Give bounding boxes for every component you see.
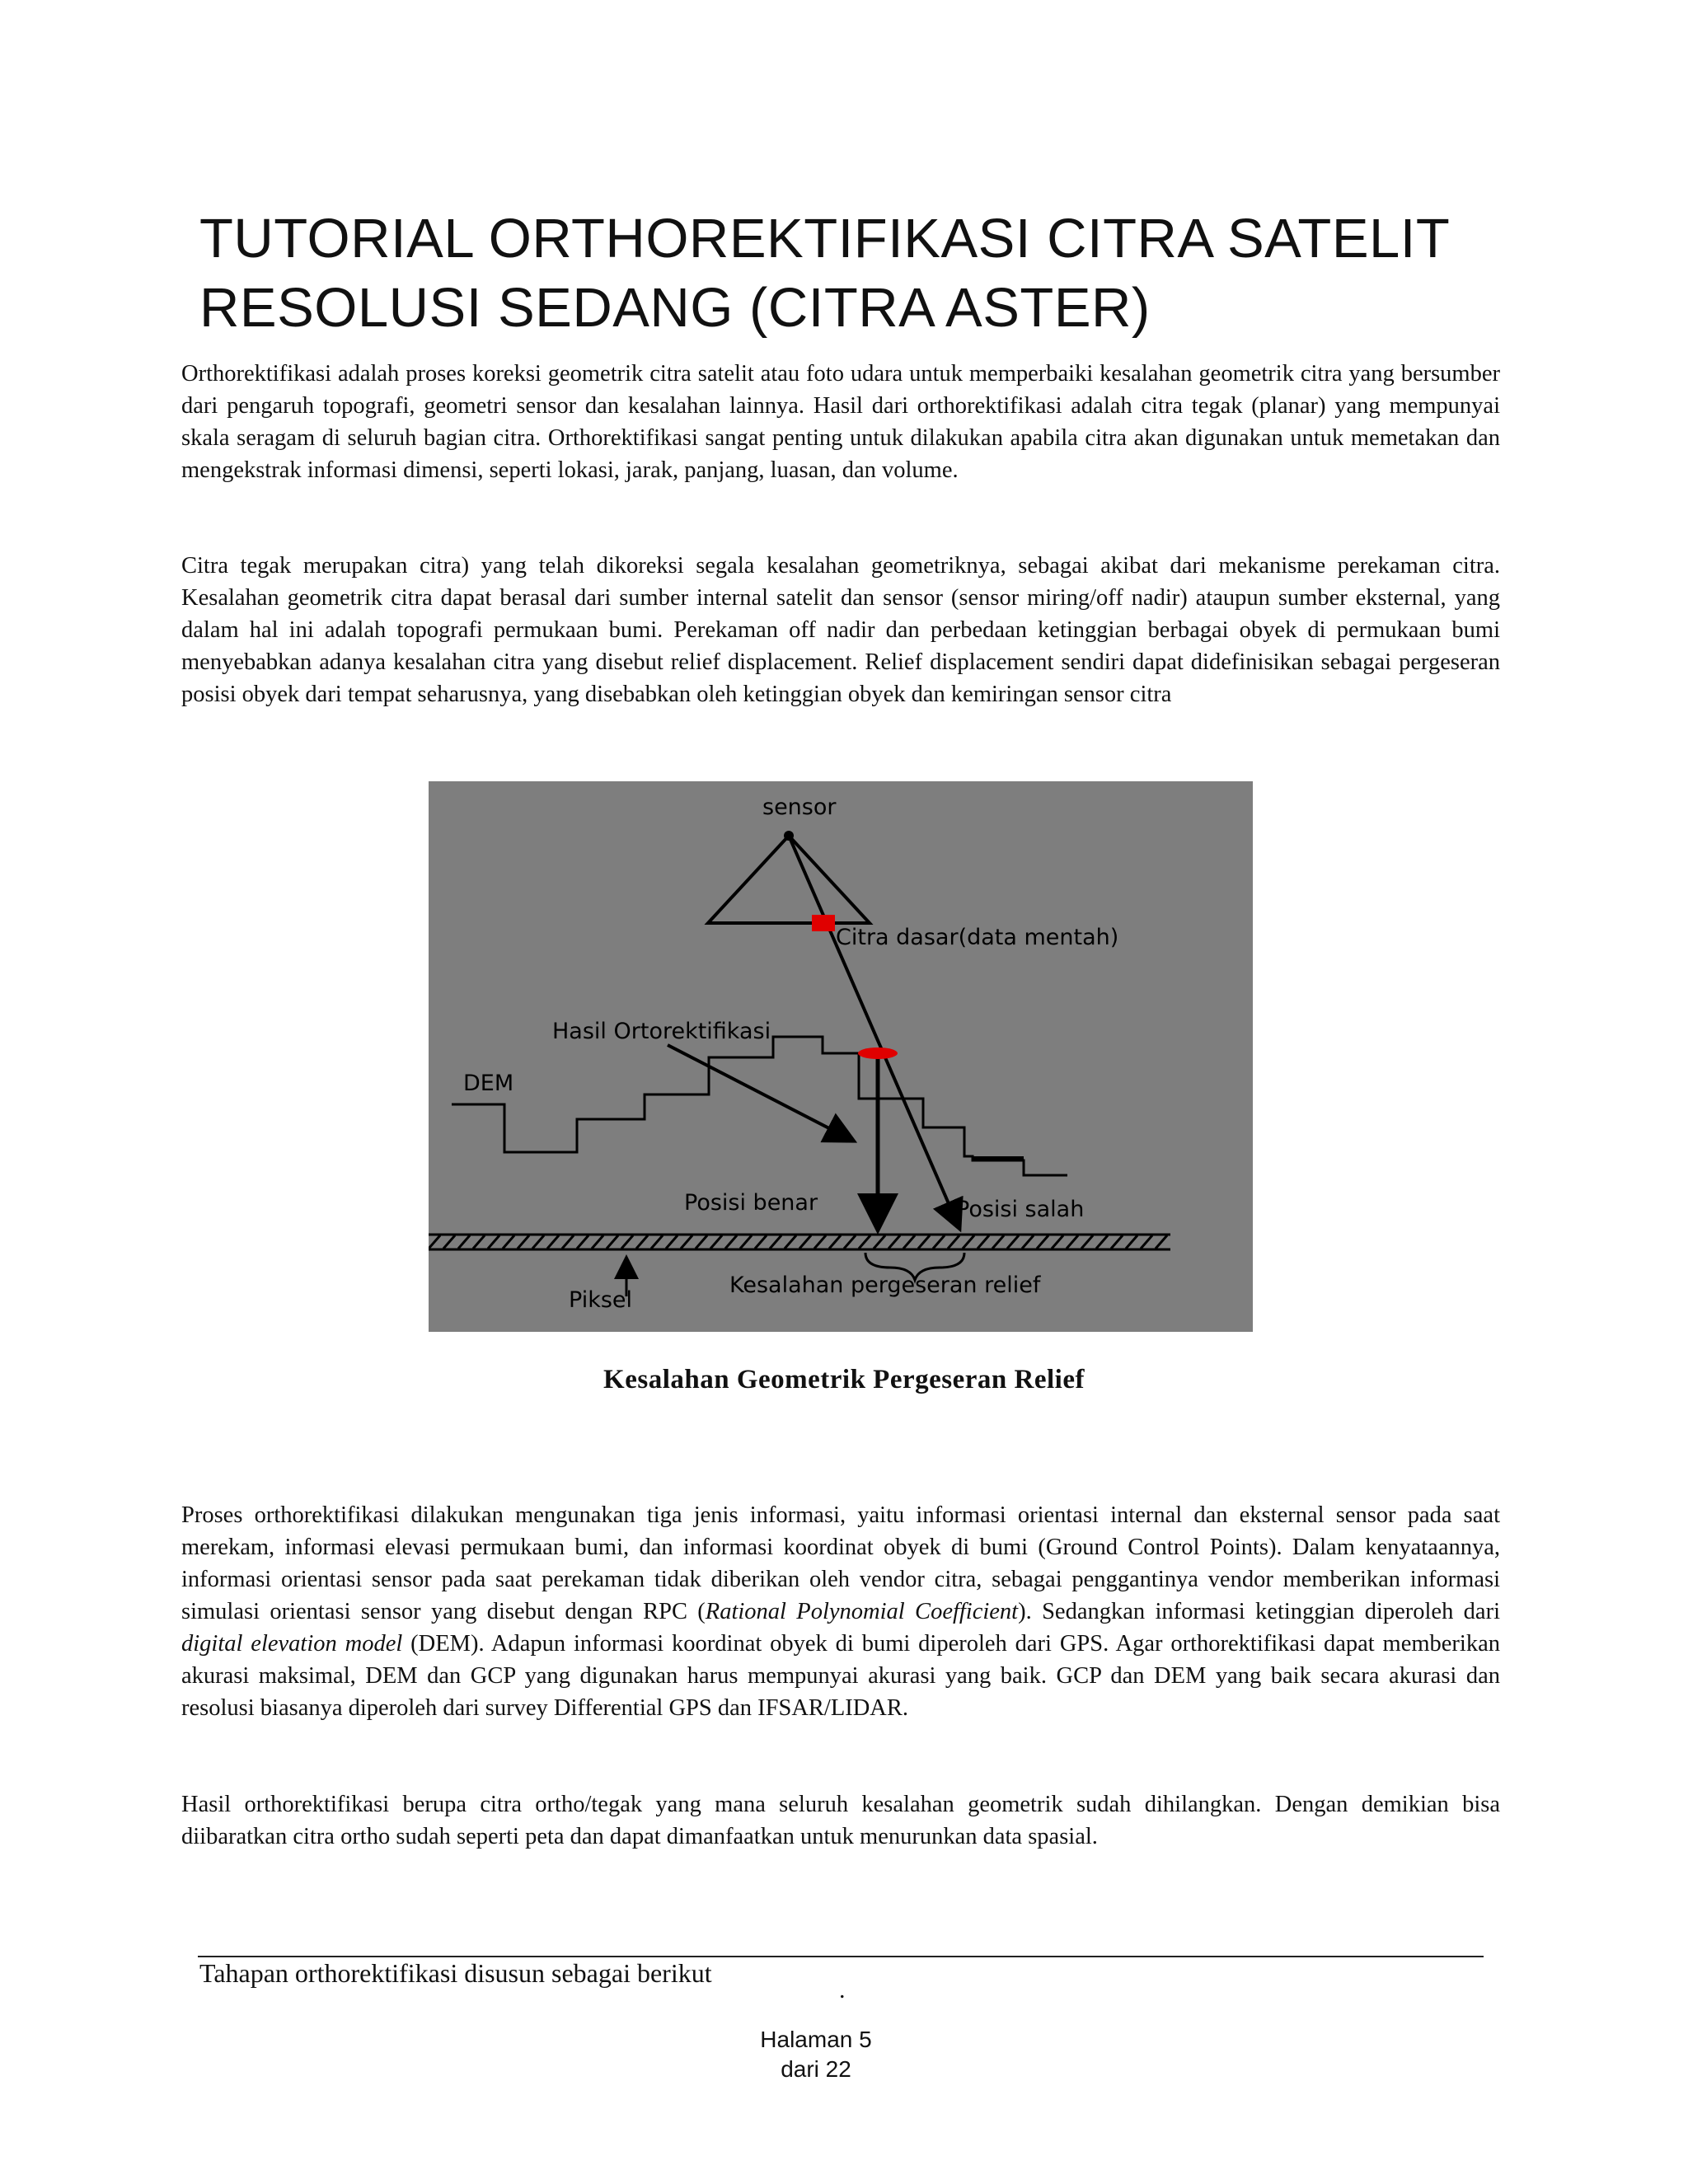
hatch-stroke	[1156, 1235, 1167, 1249]
hasil-paragraph: Hasil orthorektifikasi berupa citra ortho/tegak yang mana seluruh kesalahan geometrik sudah dihilangkan. Dengan demikian bisa diibaratkan citra ortho sudah seperti peta dan dapat dimanfaatkan untuk menurunkan data spasial.	[181, 1792, 1500, 1849]
label-piksel: Piksel	[569, 1287, 633, 1313]
hatch-stroke	[636, 1235, 648, 1249]
title-line-1: TUTORIAL ORTHOREKTIFIKASI CITRA SATELIT	[199, 208, 1451, 269]
label-dem: DEM	[463, 1071, 514, 1096]
sensor-triangle	[708, 836, 870, 923]
hatch-stroke	[1096, 1235, 1108, 1249]
raw-image-pixel-marker	[812, 915, 835, 931]
hatch-stroke	[607, 1235, 618, 1249]
citra-tegak-paragraph: Citra tegak merupakan citra) yang telah dikoreksi segala kesalahan geometriknya, sebagai akibat dari mekanisme perekaman citra. Kesalahan geometrik citra dapat berasal dari sumber internal satelit dan sensor (sensor miring/off nadir) ataupun sumber eksternal, yang dalam hal ini adalah topografi permukaan bumi. Perekaman off nadir dan perbedaan ketinggian berbagai obyek di permukaan bumi menyebabkan adanya kesalahan citra yang disebut relief displacement. Relief displacement sendiri dapat didefinisikan sebagai pergeseran posisi obyek dari tempat seharusnya, yang disebabkan oleh ketinggian obyek dan kemiringan sensor citra	[181, 553, 1500, 707]
sensor-ray	[789, 836, 959, 1226]
dem-term: digital elevation model	[181, 1631, 403, 1657]
dem-profile	[452, 1037, 1067, 1175]
hatch-stroke	[503, 1235, 514, 1249]
hatch-stroke	[443, 1235, 455, 1249]
hatch-stroke	[963, 1235, 974, 1249]
page-total: dari 22	[781, 2056, 851, 2082]
hatch-stroke	[1141, 1235, 1152, 1249]
hatch-stroke	[621, 1235, 633, 1249]
hatch-stroke	[1081, 1235, 1093, 1249]
hatch-stroke	[1111, 1235, 1123, 1249]
label-posisi-salah: Posisi salah	[956, 1197, 1085, 1222]
hatch-stroke	[770, 1235, 781, 1249]
hatch-stroke	[547, 1235, 559, 1249]
ground-hatching	[429, 1235, 1167, 1249]
hatch-stroke	[1007, 1235, 1019, 1249]
hatch-stroke	[889, 1235, 900, 1249]
hatch-stroke	[1037, 1235, 1048, 1249]
hatch-stroke	[814, 1235, 826, 1249]
hatch-stroke	[1126, 1235, 1137, 1249]
hatch-stroke	[458, 1235, 470, 1249]
title-line-2: RESOLUSI SEDANG (CITRA ASTER)	[199, 277, 1151, 339]
hatch-stroke	[933, 1235, 945, 1249]
hatch-stroke	[903, 1235, 915, 1249]
proses-text-a: Proses orthorektifikasi dilakukan mengunakan tiga jenis informasi, yaitu informasi orientasi internal dan eksternal sensor pada saat merekam, informasi elevasi permukaan bumi, dan informasi koordinat obyek di bumi (Ground Control Points). Dalam kenyataannya, informasi orientasi sensor pada saat perekaman tidak diberikan oleh vendor citra, sebagai penggantinya vendor memberikan informasi simulasi orientasi sensor yang disebut dengan RPC (	[181, 1502, 1500, 1624]
hasil-arrow	[668, 1045, 851, 1140]
figure-caption: Kesalahan Geometrik Pergeseran Relief	[603, 1365, 1085, 1394]
label-hasil-ortorektifikasi: Hasil Ortorektifikasi	[552, 1019, 771, 1044]
hatch-stroke	[488, 1235, 499, 1249]
rpc-term: Rational Polynomial Coefficient	[705, 1599, 1019, 1624]
hatch-stroke	[844, 1235, 856, 1249]
hatch-stroke	[874, 1235, 885, 1249]
hatch-stroke	[710, 1235, 722, 1249]
label-citra-dasar: Citra dasar(data mentah)	[836, 925, 1119, 950]
hatch-stroke	[978, 1235, 989, 1249]
hatch-stroke	[592, 1235, 603, 1249]
hatch-stroke	[562, 1235, 574, 1249]
hatch-stroke	[577, 1235, 588, 1249]
footer-divider	[198, 1956, 1484, 1957]
intro-paragraph: Orthorektifikasi adalah proses koreksi geometrik citra satelit atau foto udara untuk memperbaiki kesalahan geometrik citra yang bersumber dari pengaruh topografi, geometri sensor dan kesalahan lainnya. Hasil dari orthorektifikasi adalah citra tegak (planar) yang mempunyai skala seragam di seluruh bagian citra. Orthorektifikasi sangat penting untuk dilakukan apabila citra akan digunakan untuk memetakan dan mengekstrak informasi dimensi, seperti lokasi, jarak, panjang, luasan, dan volume.	[181, 361, 1500, 483]
proses-text-c: (DEM). Adapun informasi koordinat obyek di bumi diperoleh dari GPS. Agar orthorektifikasi dapat memberikan akurasi maksimal, DEM dan GCP yang digunakan harus mempunyai akurasi yang baik. GCP dan DEM yang baik secara akurasi dan resolusi biasanya diperoleh dari survey Differential GPS dan IFSAR/LIDAR.	[181, 1631, 1500, 1721]
proses-paragraph	[181, 1499, 1500, 1724]
hatch-stroke	[799, 1235, 811, 1249]
hatch-stroke	[725, 1235, 737, 1249]
hatch-stroke	[785, 1235, 796, 1249]
page-number: Halaman 5	[760, 2027, 872, 2052]
hatch-stroke	[740, 1235, 752, 1249]
label-posisi-benar: Posisi benar	[684, 1190, 818, 1216]
hatch-stroke	[1022, 1235, 1034, 1249]
hatch-stroke	[651, 1235, 663, 1249]
hatch-stroke	[681, 1235, 692, 1249]
hatch-stroke	[948, 1235, 959, 1249]
footer-text: Tahapan orthorektifikasi disusun sebagai berikut	[199, 1958, 712, 1988]
dem-pixel-marker	[858, 1047, 898, 1059]
label-sensor: sensor	[762, 794, 837, 820]
hatch-stroke	[696, 1235, 707, 1249]
relief-displacement-figure	[429, 781, 1253, 1332]
hatch-stroke	[859, 1235, 870, 1249]
hatch-stroke	[473, 1235, 485, 1249]
hatch-stroke	[1067, 1235, 1078, 1249]
hatch-stroke	[829, 1235, 841, 1249]
hatch-stroke	[518, 1235, 529, 1249]
hatch-stroke	[918, 1235, 930, 1249]
hatch-stroke	[1052, 1235, 1063, 1249]
hatch-stroke	[532, 1235, 544, 1249]
page-title	[199, 204, 1601, 343]
hatch-stroke	[992, 1235, 1004, 1249]
footer-dot: .	[839, 1976, 846, 2004]
label-kesalahan: Kesalahan pergeseran relief	[729, 1272, 1041, 1298]
hatch-stroke	[429, 1235, 440, 1249]
hatch-stroke	[666, 1235, 678, 1249]
proses-text-b: ). Sedangkan informasi ketinggian diperoleh dari	[1018, 1599, 1500, 1624]
hatch-stroke	[755, 1235, 767, 1249]
